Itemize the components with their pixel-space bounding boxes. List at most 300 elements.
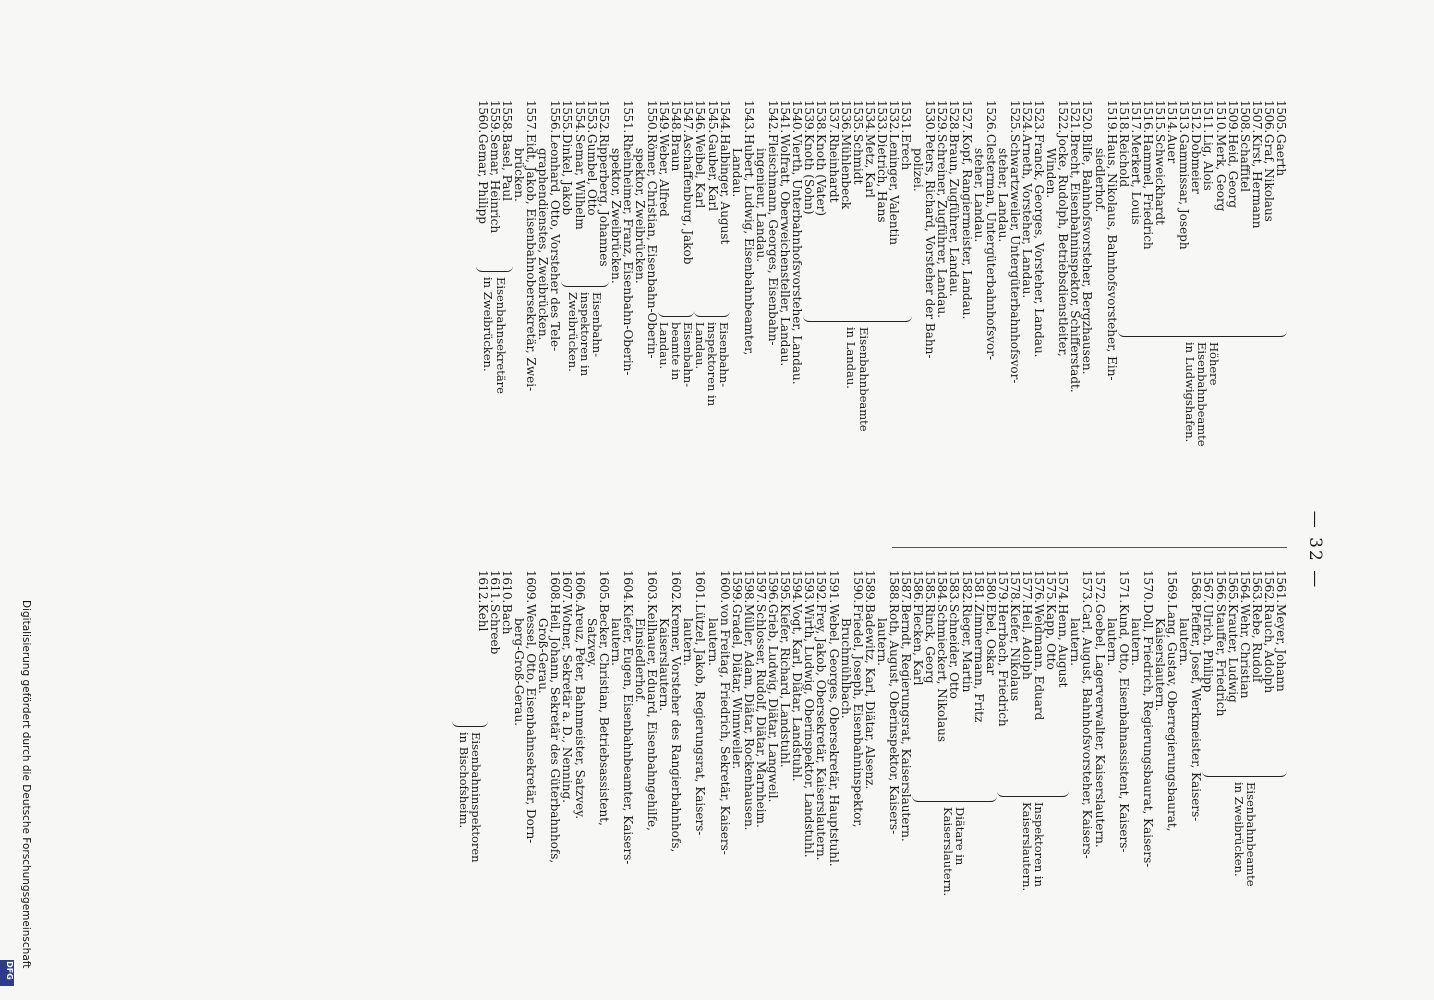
entry-text: Peters, Richard, Vorsteher der Bahn- — [923, 134, 938, 359]
entry-number: 1579. — [995, 570, 1010, 603]
group-label-line: beamte in — [669, 322, 684, 381]
entry-number: 1575. — [1044, 570, 1059, 603]
entry-text: Auer — [1165, 134, 1180, 164]
entry-text: Groß-Gerau. — [536, 618, 551, 694]
entry-text: Dietrich, Hans — [874, 134, 889, 223]
entry-number: 1541. — [778, 100, 793, 133]
entry-text: Kaiserslautern. — [657, 618, 672, 712]
entry-text: Schlosser, Rudolf, Diätar, Marnheim. — [753, 604, 768, 828]
entry-text: Dinkel, Jakob — [560, 134, 575, 216]
group-brace — [1118, 330, 1287, 337]
entry-text: siedlerhof. — [1092, 148, 1107, 213]
group-label-line: Diätare in — [953, 807, 968, 866]
entry-row — [1081, 100, 1093, 520]
entry-row — [948, 100, 960, 520]
entry-text: Knoth (Vater) — [814, 134, 829, 217]
entry-row — [973, 570, 985, 990]
entry-number: 1556. — [548, 100, 563, 133]
entry-continuation — [513, 570, 525, 990]
entry-number — [1106, 570, 1118, 604]
entry-text: Eidt, Jakob, Eisenbahnobersekretär, Zwei- — [524, 134, 539, 392]
entry-row — [525, 100, 537, 520]
group-brace — [997, 790, 1070, 797]
entry-text: Kiefer, Nikolaus — [1007, 604, 1022, 702]
entry-row — [852, 100, 864, 520]
entry-number — [707, 570, 719, 604]
entry-number: 1566. — [1213, 570, 1228, 603]
entry-continuation — [973, 100, 985, 520]
entry-row — [767, 570, 779, 990]
entry-row — [1190, 570, 1202, 990]
entry-row — [489, 570, 501, 990]
entry-row — [743, 100, 755, 520]
entry-row — [852, 570, 864, 990]
entry-text: Semar, Heinrich — [487, 134, 502, 234]
group-label — [1233, 782, 1257, 887]
entry-number: 1540. — [790, 100, 805, 133]
group-brace — [694, 310, 730, 317]
entry-row — [997, 570, 1009, 990]
footer — [12, 600, 32, 980]
entry-number: 1564. — [1237, 570, 1252, 603]
entry-text: Krauter, Ludwig — [1225, 604, 1240, 703]
entry-number: 1604. — [620, 570, 635, 603]
entry-number: 1561. — [1274, 570, 1288, 603]
entry-row — [719, 570, 731, 990]
entry-row — [1118, 570, 1130, 990]
entry-row — [827, 100, 839, 520]
entry-text: Leonhard, Otto, Vorsteher des Tele- — [548, 134, 563, 352]
entry-continuation — [634, 100, 646, 520]
entry-row — [864, 100, 876, 520]
group-brace — [658, 310, 694, 317]
entry-row — [1239, 570, 1251, 990]
entry-text: Rebe, Rudolf — [1249, 604, 1264, 683]
entry-text: Herrbach, Friedrich — [995, 604, 1010, 727]
entry-continuation — [658, 570, 670, 990]
entry-number — [586, 570, 598, 604]
group-brace — [803, 315, 912, 322]
entry-text: Becker, Christian, Betriebsassistent, — [596, 604, 611, 826]
group-label — [482, 277, 506, 394]
entry-row — [1251, 100, 1263, 520]
entry-text: lautern. — [1177, 618, 1192, 666]
entry-continuation — [586, 570, 598, 990]
entry-row — [888, 570, 900, 990]
entry-text: Doll, Friedrich, Regierungsbaurat, Kaisers- — [1140, 604, 1155, 868]
entry-number: 1574. — [1056, 570, 1071, 603]
group-label-line: Höhere — [1207, 342, 1222, 386]
entry-row — [888, 100, 900, 520]
group-label-line: Eisenbahn- — [681, 322, 696, 388]
entry-text: von Freitag, Friedrich, Sekretär, Kaisers- — [717, 604, 732, 855]
entry-text: Franck, Georges, Vorsteher, Landau. — [1032, 134, 1047, 358]
entry-text: Schreiner, Zugführer, Landau. — [935, 134, 950, 318]
entry-text: Vierth, Unterbahnhofsvorsteher, Landau. — [790, 134, 805, 385]
entry-text: Weidmann, Eduard — [1032, 604, 1047, 721]
entry-number: 1587. — [899, 570, 914, 603]
group-label-line: Eisenbahn- — [717, 322, 732, 388]
entry-number: 1544. — [717, 100, 732, 133]
entry-row — [1118, 100, 1130, 520]
entry-continuation — [840, 570, 852, 990]
entry-continuation — [1106, 570, 1118, 990]
entry-number: 1595. — [778, 570, 793, 603]
entry-text: Ebel, Oskar — [983, 604, 998, 676]
entry-text: Bach — [500, 604, 514, 635]
group-label-line: Eisenbahninspektoren — [469, 732, 484, 863]
entry-number: 1538. — [814, 100, 829, 133]
group-label — [1021, 802, 1045, 891]
right-column — [457, 570, 1288, 990]
entry-row — [646, 570, 658, 990]
entry-number — [973, 100, 985, 134]
entry-text: Müller, Adam, Diätar, Rockenhausen. — [741, 604, 756, 831]
group-label — [694, 322, 730, 406]
entry-continuation — [1094, 100, 1106, 520]
entry-number: 1533. — [874, 100, 889, 133]
entry-text: Roth, August, Oberinspektor, Kaisers- — [887, 604, 901, 835]
entry-number: 1553. — [584, 100, 599, 133]
entry-number: 1612. — [475, 570, 490, 603]
entry-row — [840, 100, 852, 520]
entry-text: Kiefer, Eugen, Eisenbahnbeamter, Kaisers- — [620, 604, 635, 865]
entry-text: Satzvey. — [584, 618, 599, 668]
group-label-line: Eisenbahnbeamte — [1243, 782, 1258, 887]
entry-number: 1608. — [548, 570, 563, 603]
entry-row — [1202, 570, 1214, 990]
entry-number: 1558. — [500, 100, 514, 133]
entry-number: 1573. — [1080, 570, 1095, 603]
entry-text: Flecken, Karl — [911, 604, 926, 686]
entry-row — [803, 100, 815, 520]
entry-number: 1601. — [693, 570, 708, 603]
entry-number: 1551. — [620, 100, 635, 133]
entry-number: 1539. — [802, 100, 817, 133]
entry-number: 1529. — [935, 100, 950, 133]
entry-text: Metz, Karl — [862, 134, 877, 198]
entry-text: Lang, Gustav, Oberregierungsbaurat, — [1165, 604, 1180, 832]
entry-text: lautern. — [681, 618, 696, 666]
entry-text: Braun, Zugführer, Landau. — [947, 134, 962, 297]
entry-row — [646, 100, 658, 520]
entry-number: 1526. — [983, 100, 998, 133]
entry-row — [694, 570, 706, 990]
entry-row — [1239, 100, 1251, 520]
entry-number: 1570. — [1140, 570, 1155, 603]
entry-text: Schmidt — [850, 134, 865, 185]
entry-row — [1275, 570, 1287, 990]
entry-text: Gumbel, Otto — [584, 134, 599, 216]
entry-text: Landau. — [729, 148, 744, 198]
entry-number — [537, 100, 549, 134]
entry-number: 1507. — [1249, 100, 1264, 133]
entry-number — [658, 570, 670, 604]
entry-number — [610, 100, 622, 134]
entry-text: steher, Landau. — [971, 148, 986, 243]
entry-row — [1214, 100, 1226, 520]
entry-number: 1611. — [487, 570, 502, 603]
entry-number — [912, 100, 924, 134]
group-label-line: inspektoren in — [705, 322, 720, 407]
entry-text: Friedel, Joseph, Eisenbahninspektor, — [850, 604, 865, 828]
entry-number — [1154, 570, 1166, 604]
entry-number: 1567. — [1201, 570, 1216, 603]
entry-number — [997, 100, 1009, 134]
entry-number: 1515. — [1153, 100, 1168, 133]
entry-number: 1537. — [826, 100, 841, 133]
entry-text: Jocke, Rudolph, Betriebsdienstleiter, — [1056, 134, 1071, 357]
entry-text: Arneth, Vorsteher, Landau. — [1020, 134, 1035, 299]
entry-text: Fleischmann, Georges, Eisenbahn- — [766, 134, 781, 346]
entry-text: Wehr, Christian — [1237, 604, 1252, 699]
entry-text: Römer, Christian, Eisenbahn-Oberin- — [645, 134, 660, 359]
entry-row — [1142, 570, 1154, 990]
entry-text: berg-Groß-Gerau. — [512, 618, 527, 726]
entry-number: 1594. — [790, 570, 805, 603]
entry-number: 1519. — [1104, 100, 1119, 133]
entry-text: Leninger, Valentin — [887, 134, 901, 245]
entry-continuation — [997, 100, 1009, 520]
entry-row — [1202, 100, 1214, 520]
entry-number — [1130, 570, 1142, 604]
entry-text: Kapp, Otto — [1044, 604, 1059, 670]
entry-text: Hammel, Friedrich — [1140, 134, 1155, 250]
entry-row — [791, 100, 803, 520]
entry-text: Keilhauer, Eduard, Eisenbahngehilfe, — [645, 604, 660, 831]
entry-number: 1554. — [572, 100, 587, 133]
entry-row — [670, 570, 682, 990]
entry-row — [1045, 570, 1057, 990]
entry-number: 1582. — [959, 570, 974, 603]
entry-continuation — [707, 570, 719, 990]
entry-text: brücken. — [512, 148, 527, 202]
left-column — [477, 100, 1287, 520]
entry-number: 1545. — [705, 100, 720, 133]
entry-row — [622, 100, 634, 520]
group-label — [458, 732, 482, 863]
entry-text: lautern. — [705, 618, 720, 666]
group-label-line: Kaiserslautern. — [1019, 802, 1034, 892]
entry-text: Merkert, Louis — [1128, 134, 1143, 225]
entry-number: 1534. — [862, 100, 877, 133]
entry-text: Schaffitel — [1237, 134, 1252, 192]
group-brace — [1202, 770, 1287, 777]
entry-continuation — [1045, 100, 1057, 520]
entry-number: 1607. — [560, 570, 575, 603]
entry-number: 1559. — [487, 100, 502, 133]
entry-text: Erech — [899, 134, 914, 171]
entry-number: 1597. — [753, 570, 768, 603]
group-brace — [452, 720, 488, 727]
entry-number: 1505. — [1274, 100, 1288, 133]
entry-text: Gammissar, Joseph — [1177, 134, 1192, 250]
entry-continuation — [610, 100, 622, 520]
entry-number: 1580. — [983, 570, 998, 603]
entry-number — [682, 570, 694, 604]
entry-number: 1590. — [850, 570, 865, 603]
entry-number: 1524. — [1020, 100, 1035, 133]
group-brace — [561, 280, 609, 287]
entry-row — [1263, 570, 1275, 990]
entry-text: Schmieckert, Nikolaus — [935, 604, 950, 742]
entry-row — [900, 100, 912, 520]
entry-text: Bilfe, Bahnhofsvorsteher, Bergzhausen. — [1080, 134, 1095, 375]
entry-text: lautern. — [874, 618, 889, 666]
entry-number: 1563. — [1249, 570, 1264, 603]
entry-text: Weibel, Karl — [693, 134, 708, 209]
entry-row — [960, 100, 972, 520]
entry-row — [1069, 100, 1081, 520]
group-label-line: in Landau. — [844, 327, 859, 389]
entry-number: 1555. — [560, 100, 575, 133]
entry-text: Bruchmühlbach. — [838, 618, 853, 719]
entry-text: Kaiserslautern. — [1153, 618, 1168, 712]
entry-number — [1178, 570, 1190, 604]
entry-text: polizei. — [911, 148, 926, 192]
entry-number: 1520. — [1080, 100, 1095, 133]
entry-text: Kopf, Rangiermeister, Landau. — [959, 134, 974, 320]
group-label-line: inspektoren in — [578, 292, 593, 377]
entry-row — [1227, 570, 1239, 990]
entry-row — [1263, 100, 1275, 520]
entry-text: Hubert, Ludwig, Eisenbahnbeamter, — [741, 134, 756, 356]
entry-number: 1605. — [596, 570, 611, 603]
entry-continuation — [1154, 570, 1166, 990]
entry-text: Dobmeier — [1189, 134, 1204, 194]
entry-text: Kremer, Vorsteher des Rangierbahnhofs, — [669, 604, 684, 853]
entry-number: 1598. — [741, 570, 756, 603]
entry-row — [1106, 100, 1118, 520]
entry-row — [1154, 100, 1166, 520]
entry-text: lautern. — [1128, 618, 1143, 666]
entry-number: 1609. — [524, 570, 539, 603]
group-label — [942, 807, 966, 896]
entry-text: Rinck, Georg — [923, 604, 938, 684]
entry-text: Schweickhardt — [1153, 134, 1168, 225]
entry-continuation — [912, 100, 924, 520]
entry-row — [549, 100, 561, 520]
entry-number: 1530. — [923, 100, 938, 133]
entry-row — [755, 570, 767, 990]
entry-row — [525, 570, 537, 990]
entry-number: 1557. — [524, 100, 539, 133]
entry-row — [1057, 100, 1069, 520]
entry-number: 1585. — [923, 570, 938, 603]
entry-row — [815, 570, 827, 990]
entry-text: Rauch, Adolph — [1261, 604, 1276, 694]
entry-number: 1560. — [475, 100, 490, 133]
entry-row — [1130, 100, 1142, 520]
entry-text: Meyer, Johann — [1274, 604, 1288, 692]
entry-text: spektor, Zweibrücken. — [608, 148, 623, 284]
entry-text: Wessel, Otto, Eisenbahnsekretär, Dorn- — [524, 604, 539, 844]
entry-text: lautern. — [1104, 618, 1119, 666]
group-label — [567, 292, 603, 376]
entry-text: Berndt, Regierungsrat, Kaiserslautern. — [899, 604, 914, 842]
entry-number: 1565. — [1225, 570, 1240, 603]
entry-number: 1584. — [935, 570, 950, 603]
entry-text: Brecht, Eisenbahninspektor, Schifferstadt. — [1068, 134, 1083, 393]
entry-number: 1521. — [1068, 100, 1083, 133]
entry-text: Heid, Georg — [1225, 134, 1240, 209]
entry-number: 1514. — [1165, 100, 1180, 133]
entry-number — [1045, 100, 1057, 134]
entry-text: Reichold — [1116, 134, 1131, 188]
entry-number: 1571. — [1116, 570, 1131, 603]
entry-text: Aschaffenburg, Jakob — [681, 134, 696, 265]
entry-text: Einsiedlerhof. — [633, 618, 648, 703]
entry-row — [815, 100, 827, 520]
entry-text: Pfeffer, Josef, Werkmeister, Kaisers- — [1189, 604, 1204, 822]
entry-text: Ripperberg, Johannes — [596, 134, 611, 267]
entry-row — [803, 570, 815, 990]
entry-row — [1166, 570, 1178, 990]
entry-row — [1275, 100, 1287, 520]
entry-row — [936, 570, 948, 990]
entry-number: 1602. — [669, 570, 684, 603]
entry-number: 1577. — [1020, 570, 1035, 603]
entry-number: 1592. — [814, 570, 829, 603]
entry-number — [840, 570, 852, 604]
entry-text: Lützel, Jakob, Regierungsrat, Kaisers- — [693, 604, 708, 836]
entry-row — [779, 100, 791, 520]
entry-text: steher, Landau. — [995, 148, 1010, 243]
entry-number — [1069, 570, 1081, 604]
entry-row — [1009, 100, 1021, 520]
entry-row — [1021, 100, 1033, 520]
entry-text: Mühlenbeck — [838, 134, 853, 210]
entry-row — [985, 570, 997, 990]
entry-number: 1522. — [1056, 100, 1071, 133]
entry-text: Knoth (Sohn) — [802, 134, 817, 215]
entry-row — [1094, 570, 1106, 990]
entry-number: 1572. — [1092, 570, 1107, 603]
group-label-line: Landau. — [693, 322, 708, 370]
entry-text: Schreeb — [487, 604, 502, 655]
entry-text: ingenieur, Landau. — [753, 148, 768, 263]
group-brace — [912, 795, 997, 802]
entry-number: 1550. — [645, 100, 660, 133]
entry-number: 1583. — [947, 570, 962, 603]
entry-number: 1511. — [1201, 100, 1216, 133]
entry-number: 1593. — [802, 570, 817, 603]
entry-continuation — [513, 100, 525, 520]
entry-row — [1178, 100, 1190, 520]
entry-number: 1596. — [766, 570, 781, 603]
entry-number — [513, 570, 525, 604]
entry-continuation — [1130, 570, 1142, 990]
entry-number: 1510. — [1213, 100, 1228, 133]
group-label-line: Kaiserslautern. — [941, 807, 956, 897]
entry-number: 1518. — [1116, 100, 1131, 133]
entry-row — [948, 570, 960, 990]
entry-number — [755, 100, 767, 134]
group-label-line: in Zweibrücken. — [481, 277, 496, 372]
entry-row — [731, 570, 743, 990]
entry-number: 1576. — [1032, 570, 1047, 603]
entry-number: 1548. — [669, 100, 684, 133]
entry-row — [1021, 570, 1033, 990]
entry-text: Ulrich, Philipp — [1201, 604, 1216, 693]
entry-row — [864, 570, 876, 990]
entry-row — [1081, 570, 1093, 990]
entry-row — [876, 100, 888, 520]
footer-text: Digitalisierung gefördert durch die Deutsche Forschungsgemeinschaft — [20, 600, 32, 969]
entry-row — [912, 570, 924, 990]
entry-continuation — [682, 570, 694, 990]
entry-number — [513, 100, 525, 134]
